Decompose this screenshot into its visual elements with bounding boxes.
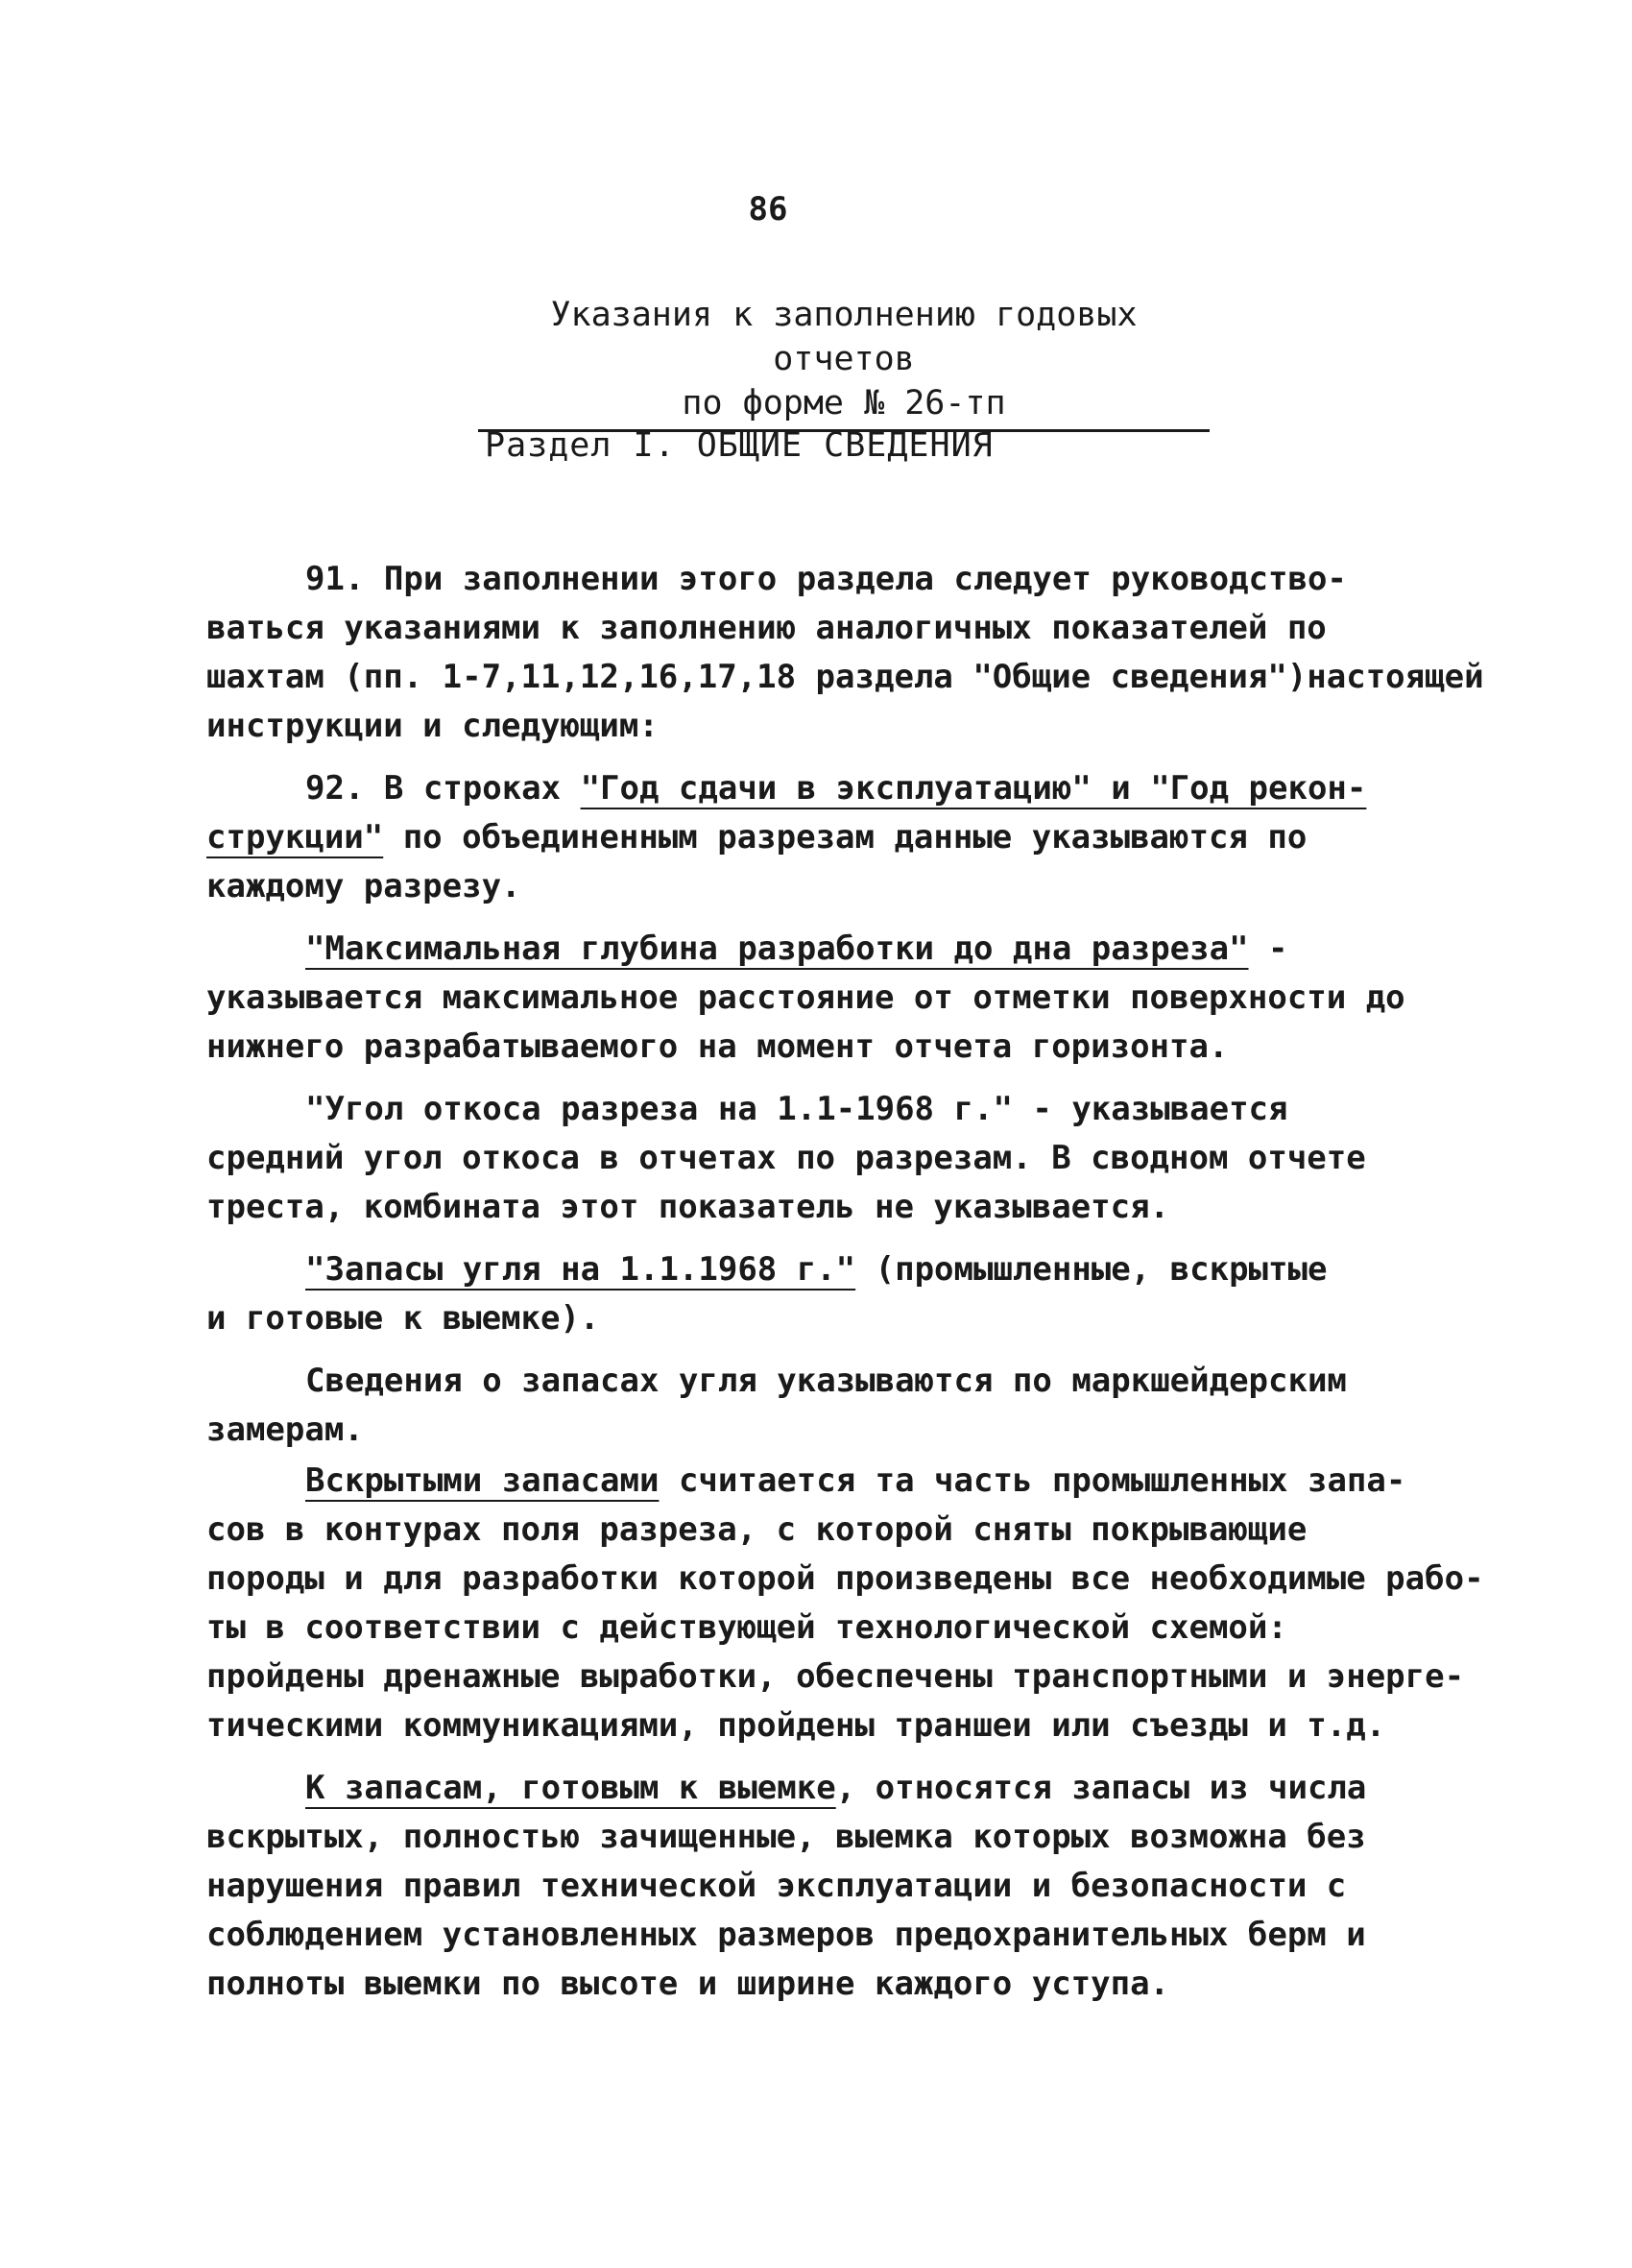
title-line-2: по форме № 26-тп — [682, 384, 1006, 422]
paragraph-91 — [206, 555, 1498, 751]
title-line-1: Указания к заполнению годовых отчетов — [550, 296, 1138, 378]
paragraph-slope-angle — [206, 1085, 1498, 1232]
paragraph-max-depth — [206, 925, 1498, 1072]
paragraph-text: считается та часть промышленных запа- сов в контурах поля разреза, с которой сняты покрывающие породы и для разработки которой произведены все необходимые рабо- ты в соответствии с действующей технологической схемой: пройдены дренажные выработки, обеспечены транспортными и энерге- тическими коммуникациями, пройдены траншеи или съезды и т.д. — [206, 1461, 1484, 1745]
paragraph-underlined-term: "Запасы угля на 1.1.1968 г." — [305, 1250, 856, 1289]
paragraph-underlined-term: К запасам, готовым к выемке — [305, 1769, 836, 1807]
paragraph-text: 91. При заполнении этого раздела следует руководство- ваться указаниями к заполнению аналогичных показателей по шахтам (пп. 1-7,11,12,16,17,18 раздела "Общие сведения")настоящей инструкции и следующим: — [206, 560, 1484, 745]
paragraph-text: "Угол откоса разреза на 1.1-1968 г." - указывается средний угол откоса в отчетах по разрезам. В сводном отчете треста, комбината этот показатель не указывается. — [206, 1090, 1366, 1226]
paragraph-text: Сведения о запасах угля указываются по маркшейдерским замерам. — [206, 1362, 1347, 1449]
page-number: 86 — [748, 190, 788, 229]
document-title — [478, 293, 1210, 432]
paragraph-underlined-term: "Максимальная глубина разработки до дна разреза" — [305, 929, 1249, 968]
paragraph-text: по объединенным разрезам данные указываются по каждому разрезу. — [206, 818, 1308, 905]
paragraph-opened-reserves — [206, 1457, 1498, 1750]
section-heading: Раздел I. ОБЩИЕ СВЕДЕНИЯ — [485, 426, 994, 465]
paragraph-text: (промышленные, вскрытые и готовые к выемке). — [206, 1250, 1328, 1338]
paragraph-92 — [206, 764, 1498, 911]
paragraph-survey-measurements — [206, 1357, 1498, 1455]
body-text — [206, 555, 1498, 2022]
paragraph-underlined-term: Вскрытыми запасами — [305, 1461, 660, 1500]
paragraph-text: - указывается максимальное расстояние от отметки поверхности до нижнего разрабатываемого на момент отчета горизонта. — [206, 929, 1405, 1066]
paragraph-text: , относятся запасы из числа вскрытых, полностью зачищенные, выемка которых возможна без нарушения правил технической эксплуатации и безопасности с соблюдением установленных размеров предохранительных берм и полноты выемки по высоте и ширине каждого уступа. — [206, 1769, 1367, 2003]
paragraph-text: 92. В строках — [305, 769, 581, 808]
paragraph-coal-reserves — [206, 1245, 1498, 1343]
paragraph-underlined-term: "Год сдачи в эксплуатацию" и "Год рекон- струкции" — [206, 769, 1367, 857]
paragraph-ready-reserves — [206, 1764, 1498, 2009]
